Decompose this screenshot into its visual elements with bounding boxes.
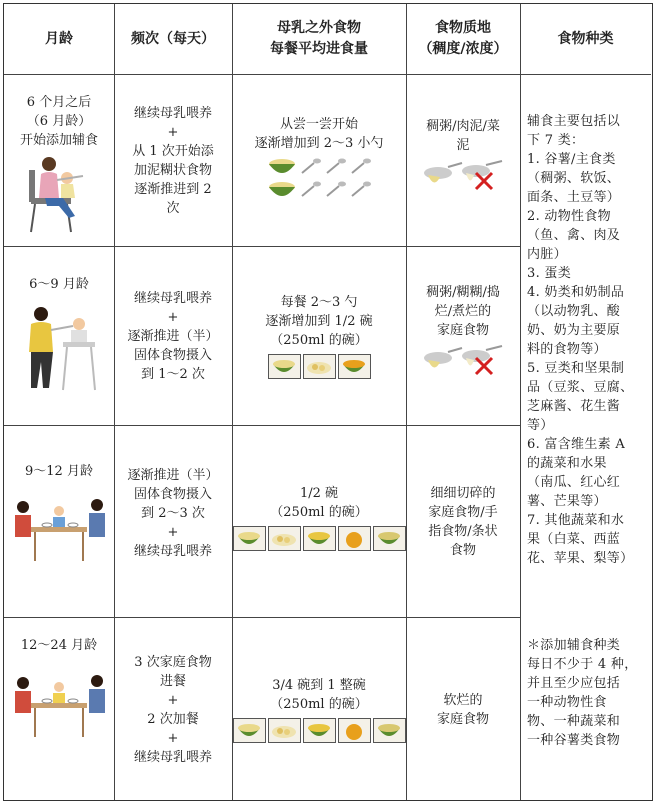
age-line: 开始添加辅食 bbox=[19, 133, 98, 148]
amount-line: 逐渐增加到 1/2 碗 bbox=[265, 314, 373, 329]
texture-line: 泥 bbox=[456, 138, 470, 153]
header-amount bbox=[232, 4, 406, 74]
header-types-label: 食物种类 bbox=[557, 30, 614, 47]
freq-line: 次 bbox=[166, 200, 180, 216]
food-types-line: （鱼、禽、肉及 bbox=[527, 228, 621, 243]
amount-line: 逐渐增加到 2～3 小勺 bbox=[254, 136, 384, 151]
food-bowls bbox=[233, 526, 406, 551]
note-line: 并且至少应包括 bbox=[527, 676, 621, 691]
row2-age bbox=[4, 247, 114, 425]
spoon-consistency-icon bbox=[418, 344, 508, 378]
bowl-icon bbox=[268, 526, 301, 551]
row3-frequency bbox=[114, 426, 232, 617]
food-types-line: 1. 谷薯/主食类 bbox=[527, 152, 616, 167]
food-types-line: 辅食主要包括以 bbox=[527, 114, 621, 129]
food-types-line: 料的食物等） bbox=[527, 342, 607, 357]
freq-line: 逐渐推进到 2 bbox=[134, 181, 212, 197]
bowl-icon bbox=[267, 179, 297, 199]
food-types-note bbox=[521, 636, 646, 750]
food-types-line: 薯、芒果等） bbox=[527, 494, 607, 509]
freq-line: 加泥糊状食物 bbox=[133, 162, 212, 178]
row4-age bbox=[4, 618, 114, 801]
row-divider bbox=[520, 74, 651, 75]
freq-line: 逐渐推进（半） bbox=[127, 328, 219, 344]
row3-texture bbox=[406, 426, 520, 617]
note-line: 物、一种蔬菜和 bbox=[527, 714, 621, 729]
spoon-row bbox=[267, 156, 372, 176]
freq-line: 从 1 次开始添 bbox=[132, 143, 214, 159]
row1-texture bbox=[406, 75, 520, 246]
family-dining-icon bbox=[11, 493, 107, 563]
freq-line: 继续母乳喂养 bbox=[133, 290, 212, 306]
mother-feeding-highchair-icon bbox=[19, 302, 99, 392]
bowl-icon bbox=[338, 718, 371, 743]
amount-line: （250ml 的碗） bbox=[270, 505, 368, 520]
age-line: （6 月龄） bbox=[26, 114, 92, 129]
age-line: 6～9 月龄 bbox=[29, 277, 89, 292]
food-types-line: 下 7 类： bbox=[527, 133, 585, 148]
freq-line: 继续母乳喂养 bbox=[133, 749, 212, 765]
food-types-line: 4. 奶类和奶制品 bbox=[527, 285, 625, 300]
row1-age bbox=[4, 75, 114, 246]
freq-line: + bbox=[167, 730, 179, 746]
food-types-line: 等） bbox=[527, 418, 554, 433]
amount-line: （250ml 的碗） bbox=[270, 333, 368, 348]
bowl-icon bbox=[338, 526, 371, 551]
texture-line: 稠粥/糊糊/捣 bbox=[426, 285, 500, 300]
freq-line: 3 次家庭食物 bbox=[134, 654, 212, 670]
bowl-icon bbox=[303, 718, 336, 743]
food-types-line: 3. 蛋类 bbox=[527, 266, 572, 281]
row3-age bbox=[4, 426, 114, 617]
freq-line: 到 1～2 次 bbox=[141, 366, 205, 382]
spoon-icon bbox=[350, 157, 372, 175]
header-frequency-label: 频次（每天） bbox=[131, 30, 215, 47]
bowl-icon bbox=[268, 354, 301, 379]
food-types-line: 果（白菜、西蓝 bbox=[527, 532, 621, 547]
row3-amount bbox=[232, 426, 406, 617]
bowl-icon bbox=[303, 526, 336, 551]
texture-line: 食物 bbox=[449, 542, 476, 558]
bowl-icon bbox=[303, 354, 336, 379]
amount-line: 1/2 碗 bbox=[299, 486, 339, 501]
spoon-icon bbox=[300, 157, 322, 175]
header-texture-line1: 食物质地 bbox=[435, 20, 491, 36]
age-line: 12～24 月龄 bbox=[20, 638, 98, 653]
amount-line: 从尝一尝开始 bbox=[279, 117, 358, 132]
food-types-line: 7. 其他蔬菜和水 bbox=[527, 513, 625, 528]
row2-amount bbox=[232, 247, 406, 425]
texture-line: 家庭食物 bbox=[436, 711, 489, 727]
food-types-line: 6. 富含维生素 A bbox=[527, 437, 626, 452]
note-line: 一种动物性食 bbox=[527, 695, 607, 710]
texture-line: 指食物/条状 bbox=[428, 523, 498, 539]
row4-amount bbox=[232, 618, 406, 801]
age-line: 9～12 月龄 bbox=[25, 464, 93, 479]
amount-line: （250ml 的碗） bbox=[270, 697, 368, 712]
food-types-line: 的蔬菜和水果 bbox=[527, 456, 607, 471]
spoon-row bbox=[267, 179, 372, 199]
row2-texture bbox=[406, 247, 520, 425]
row2-frequency bbox=[114, 247, 232, 425]
food-types-line: 花、苹果、梨等） bbox=[527, 551, 634, 566]
freq-line: 固体食物摄入 bbox=[133, 347, 212, 363]
bowl-icon bbox=[233, 718, 266, 743]
note-line: ＊添加辅食种类 bbox=[527, 638, 621, 653]
food-types-line: 5. 豆类和坚果制 bbox=[527, 361, 625, 376]
bowl-icon bbox=[373, 718, 406, 743]
freq-line: 进餐 bbox=[159, 673, 186, 689]
food-types-line: （南瓜、红心红 bbox=[527, 475, 621, 490]
note-line: 一种谷薯类食物 bbox=[527, 733, 621, 748]
bowl-icon bbox=[267, 156, 297, 176]
texture-line: 软烂的 bbox=[443, 692, 483, 708]
freq-line: 继续母乳喂养 bbox=[133, 105, 212, 121]
texture-line: 稠粥/肉泥/菜 bbox=[426, 119, 500, 134]
texture-line: 细细切碎的 bbox=[430, 485, 496, 501]
spoon-icon bbox=[325, 157, 347, 175]
row1-amount bbox=[232, 75, 406, 246]
freq-line: + bbox=[167, 525, 179, 540]
header-amount-line2: 每餐平均进食量 bbox=[270, 41, 368, 57]
header-age-label: 月龄 bbox=[45, 30, 73, 47]
food-types-list bbox=[521, 112, 646, 568]
food-types-line: 内脏） bbox=[527, 247, 567, 262]
header-texture bbox=[406, 4, 520, 74]
header-age bbox=[4, 4, 114, 74]
amount-line: 每餐 2～3 勺 bbox=[280, 295, 358, 310]
food-bowls bbox=[233, 718, 406, 743]
freq-line: 固体食物摄入 bbox=[133, 487, 212, 502]
freq-line: 逐渐推进（半） bbox=[127, 468, 219, 483]
bowl-icon bbox=[233, 526, 266, 551]
amount-line: 3/4 碗到 1 整碗 bbox=[272, 678, 366, 693]
header-frequency bbox=[114, 4, 232, 74]
texture-line: 家庭食物/手 bbox=[428, 504, 498, 520]
food-types-line: 2. 动物性食物 bbox=[527, 209, 611, 224]
spoon-icon bbox=[350, 180, 372, 198]
family-dining-icon bbox=[11, 669, 107, 739]
freq-line: 继续母乳喂养 bbox=[133, 544, 212, 559]
header-texture-line2: （稠度/浓度） bbox=[418, 41, 508, 57]
food-types-line: 奶、奶为主要原 bbox=[527, 323, 621, 338]
food-types-line: （以动物乳、酸 bbox=[527, 304, 621, 319]
spoon-consistency-icon bbox=[418, 159, 508, 193]
food-types-line: 品（豆浆、豆腐、 bbox=[527, 380, 634, 395]
food-types-line: 面条、土豆等） bbox=[527, 190, 621, 205]
note-line: 每日不少于 4 种， bbox=[527, 657, 638, 672]
freq-line: 2 次加餐 bbox=[147, 711, 199, 727]
freq-line: 到 2～3 次 bbox=[141, 506, 205, 521]
spoon-icon bbox=[300, 180, 322, 198]
header-types bbox=[520, 4, 651, 74]
texture-line: 家庭食物 bbox=[436, 323, 489, 338]
texture-line: 烂/煮烂的 bbox=[434, 304, 492, 319]
row4-frequency bbox=[114, 618, 232, 801]
age-line: 6 个月之后 bbox=[26, 95, 92, 110]
freq-line: + bbox=[167, 124, 179, 140]
bowl-icon bbox=[373, 526, 406, 551]
freq-line: + bbox=[167, 692, 179, 708]
row4-texture bbox=[406, 618, 520, 801]
food-types-line: 芝麻酱、花生酱 bbox=[527, 399, 621, 414]
food-bowls bbox=[268, 354, 371, 379]
bowl-icon bbox=[338, 354, 371, 379]
mother-feeding-infant-icon bbox=[23, 154, 95, 234]
row1-frequency bbox=[114, 75, 232, 246]
spoon-icon bbox=[325, 180, 347, 198]
header-amount-line1: 母乳之外食物 bbox=[277, 20, 361, 36]
food-types-line: （稠粥、软饭、 bbox=[527, 171, 621, 186]
freq-line: + bbox=[167, 309, 179, 325]
bowl-icon bbox=[268, 718, 301, 743]
